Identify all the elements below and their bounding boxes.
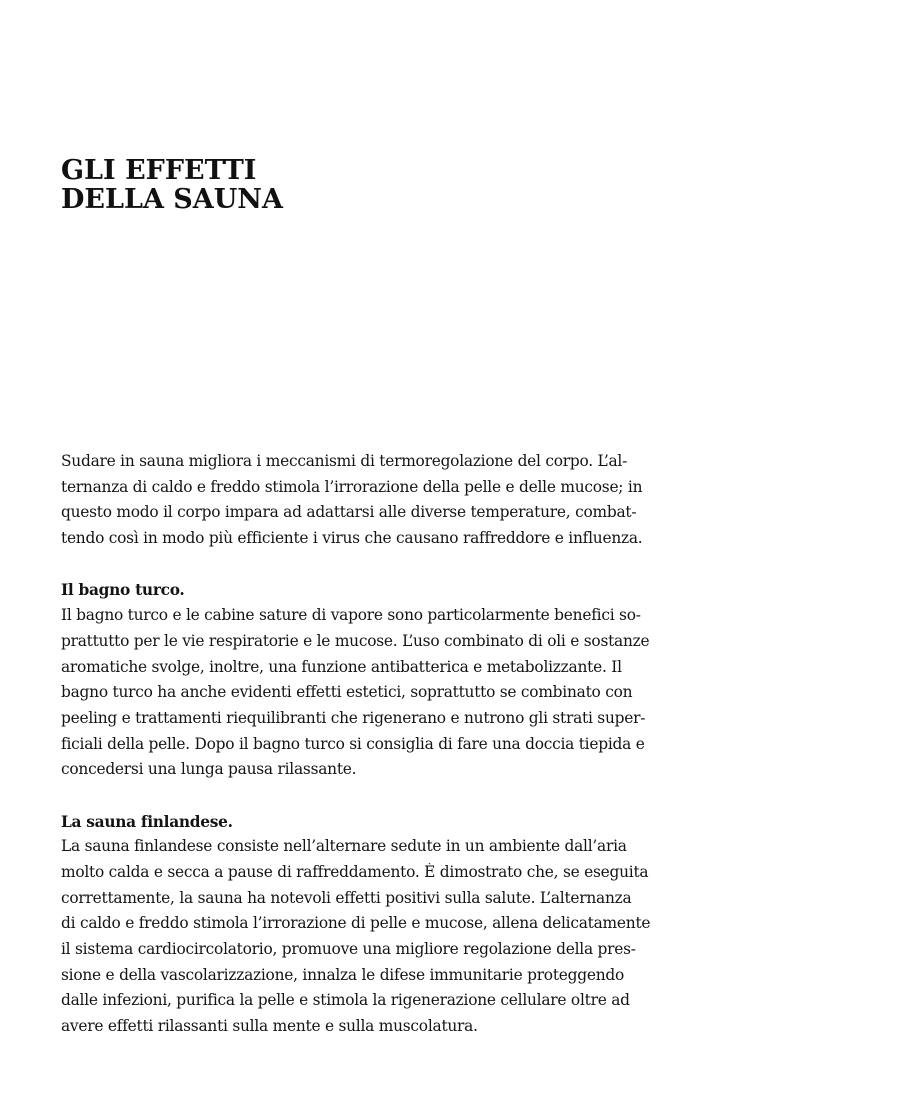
text-line: peeling e trattamenti riequilibranti che rigenerano e nutrono gli strati super- — [61, 708, 646, 727]
text-line: sione e della vascolarizzazione, innalza le difese immunitarie proteggendo — [61, 965, 625, 984]
text-line: prattutto per le vie respiratorie e le mucose. L’uso combinato di oli e sostanze — [61, 631, 650, 650]
text-line: La sauna finlandese consiste nell’alternare sedute in un ambiente dall’aria — [61, 837, 627, 856]
text-line: di caldo e freddo stimola l’irrorazione di pelle e mucose, allena delicatamente — [61, 914, 651, 933]
intro-paragraph — [61, 449, 701, 552]
text-line: questo modo il corpo impara ad adattarsi alle diverse temperature, combat- — [61, 503, 637, 522]
body-text — [61, 449, 701, 1040]
page-title-line-1: GLI EFFETTI — [61, 155, 257, 186]
paragraph-gap — [61, 552, 701, 578]
text-line: aromatiche svolge, inoltre, una funzione antibatterica e metabolizzante. Il — [61, 657, 622, 676]
text-line: Sudare in sauna migliora i meccanismi di termoregolazione del corpo. L’al- — [61, 452, 628, 470]
bagno-turco-section — [61, 577, 701, 783]
text-line: Il bagno turco e le cabine sature di vapore sono particolarmente benefici so- — [61, 606, 641, 625]
page-title-line-2: DELLA SAUNA — [61, 184, 283, 215]
page-title — [61, 156, 283, 214]
sauna-finlandese-section — [61, 809, 701, 1040]
text-line: il sistema cardiocircolatorio, promuove una migliore regolazione della pres- — [61, 940, 636, 959]
text-line: bagno turco ha anche evidenti effetti estetici, soprattutto se combinato con — [61, 683, 633, 702]
text-line: concedersi una lunga pausa rilassante. — [61, 760, 357, 779]
text-line: tendo così in modo più efficiente i virus che causano raffreddore e influenza. — [61, 529, 643, 548]
text-line: dalle infezioni, purifica la pelle e stimola la rigenerazione cellulare oltre ad — [61, 991, 630, 1010]
text-line: correttamente, la sauna ha notevoli effetti positivi sulla salute. L’alternanza — [61, 888, 632, 907]
text-line: ternanza di caldo e freddo stimola l’irrorazione della pelle e delle mucose; in — [61, 477, 643, 496]
section-heading-sauna-finlandese: La sauna finlandese. — [61, 811, 233, 831]
section-heading-bagno-turco: Il bagno turco. — [61, 580, 185, 600]
text-line: molto calda e secca a pause di raffreddamento. È dimostrato che, se eseguita — [61, 863, 649, 881]
paragraph-gap — [61, 783, 701, 809]
text-line: avere effetti rilassanti sulla mente e sulla muscolatura. — [61, 1017, 478, 1036]
text-line: ficiali della pelle. Dopo il bagno turco si consiglia di fare una doccia tiepida e — [61, 734, 645, 753]
